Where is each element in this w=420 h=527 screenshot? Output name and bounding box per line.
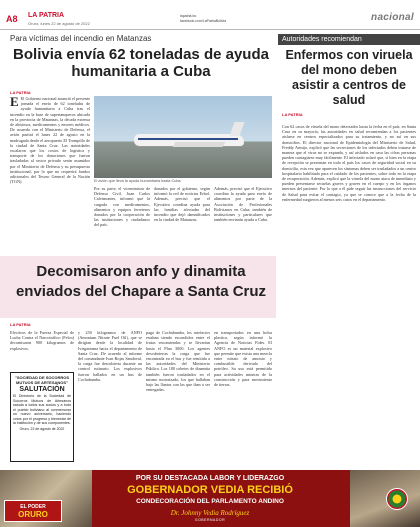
issue-date: Oruro, lunes 22 de agosto de 2022 bbox=[28, 21, 90, 26]
ad-signature: Dr. Johnny Vedia Rodríguez bbox=[170, 509, 250, 517]
ad-signature-role: GOBERNADOR bbox=[194, 518, 226, 522]
salutation-notice bbox=[10, 372, 74, 462]
article1-column-1 bbox=[10, 96, 90, 246]
article2-column-3: pago de Cochabamba, los artefactos estaban siendo escondidos entre el frutas encomiendas y se llevarían hasta el Plan 3000. Los agentes descubrieron la carga que fue encontrada en el bus y fue remitida a las autoridades del Ministerio Público. Los 180 cohetes de dinamita también fueron trasladados en el mismo motorizado, los que hallaban bajo las llantas con las que iban a ser entregadas. bbox=[146, 330, 210, 393]
airplane-tail bbox=[229, 122, 244, 136]
article1-kicker: Para víctimas del incendio en Matanzas bbox=[10, 34, 152, 43]
article2-column-4: en transportados en una bolsa plastica, según informó la Agencia de Noticias Fides. El ANFO es un material explosivo que permite que exista una mezcla entre nitrato de amonio y combustible derivado del petróleo. Su uso está permitido para actividades mineras de la construcción y para movimiento de tierras. bbox=[214, 330, 272, 388]
medal-icon bbox=[386, 488, 408, 510]
notice-title: SALUTACIÓN bbox=[19, 386, 65, 393]
article2-byline: LA PATRIA bbox=[10, 322, 31, 327]
dropcap: E bbox=[10, 96, 19, 109]
contact-facebook[interactable]: facebook.com/LaPatriaBolivia bbox=[180, 19, 227, 23]
sidebar-kicker: Autoridades recomiendan bbox=[278, 34, 420, 45]
sidebar-headline: Enfermos con viruela del mono deben asistir a centros de salud bbox=[285, 48, 413, 107]
logo-line-1: EL PODER bbox=[20, 504, 46, 510]
government-ad-banner[interactable] bbox=[0, 470, 420, 527]
sidebar-body: Con 62 casos de viruela del mono detectados hasta la fecha en el país, en Santa Cruz en su mayoría, las autoridades en salud recomiendan a los pacientes aislarse en centros especializados para su tratamiento, y no así en sus domicilios. El director nacional de Epidemiología del Ministerio de Salud, Freddy Armijo, explicó que las secreciones de los infectados deben tratarse de manera que el virus no se expanda, y así aislados en casa las cifras personas pueden contagiarse muy fácilmente. El infectado aclaró que, si bien en la etapa de recepción se presentan en todo el país los casos de seguridad social en su domicilio, esta vez que aparecen los síntomas deben ser trasladados a un centro hospitalario habilitado para el cuidado de los pacientes, sobre todo en la etapa de recuperación. Además, explicó que la viruela del mono ataca de inmediato y pueden presentarse secuelas graves y graves en el cuerpo y en los órganos internos del paciente. Por lo que a él pide seguir las instrucciones del servicio de Salud para evitar el contagio, ya que se conoce que a la fecha de la enfermedad surgieron al menos seis casos en el departamento. bbox=[282, 124, 416, 202]
article1-col-a-text: El Gobierno nacional anunció el presente jornada el envío de 62 toneladas de ayuda humanitaria a Cuba tras el incendio en la base de supertanqueros ubicada en la provincia de Matanzas, la década extensa de altísimos, medicamentos y enseres médicos. De acuerdo con el Ministerio de Defensa, el avión partirá el lunes 22 de agosto en la madrugada desde el aeropuerto El Trompillo de la ciudad de Santa Cruz. Las autoridades escalaron que los costos de logística y transporte de los donaciones que fueron trasladadas al sector privado serán asumidos por el Ministerio de Defensa y su presupuesto institucional, por lo que no requerirá fondos adicionales del Tesoro General de la Nación (TGN). bbox=[10, 96, 90, 185]
article2-headline: Decomisaron anfo y dinamita enviados del Chapare a Santa Cruz bbox=[15, 263, 267, 300]
article2-column-1: Efectivos de la Fuerza Especial de Lucha Contra el Narcotráfico (Felcn) decomisaron 900 kilogramos de explosivos. bbox=[10, 330, 74, 351]
article1-headline: Bolivia envía 62 toneladas de ayuda humanitaria a Cuba bbox=[13, 46, 269, 80]
page-number: A8 bbox=[6, 14, 18, 24]
airplane-stripe bbox=[138, 138, 238, 140]
notice-organization: "SOCIEDAD DE SOCORROS MUTUOS DE ARTESANOS" bbox=[14, 375, 70, 385]
sidebar-byline: LA PATRIA bbox=[282, 112, 303, 117]
airplane-photo bbox=[94, 96, 272, 178]
article1-byline: LA PATRIA bbox=[10, 90, 31, 95]
airplane-wing bbox=[173, 142, 226, 147]
article1-column-3: donados por el gobierno, según informó la red de noticias Erbol. Además, precisó que el Ejecutivo coordina ayuda para las familias afectadas del incendio que dejó damnificados en la ciudad de Matanzas. bbox=[154, 186, 210, 223]
section-label: nacional bbox=[371, 12, 414, 23]
ad-line-1: POR SU DESTACADA LABOR Y LIDERAZGO bbox=[135, 475, 285, 482]
ad-line-3: CONDECORACIÓN DEL PARLAMENTO ANDINO bbox=[136, 498, 284, 505]
contact-website[interactable]: lapatria.bo bbox=[180, 14, 197, 18]
notice-signature: Oruro, 22 de agosto de 2022 bbox=[19, 426, 65, 431]
contact-info bbox=[180, 14, 226, 24]
notice-body: El Directorio de la Sociedad de Socorros Mutuos de Artesanos saluda a todos sus socios y a todo el pueblo boliviano al conmemorar un nuevo aniversario, haciendo votos por el progreso y bienestar de la institución y de sus componentes. bbox=[13, 394, 71, 425]
ad-line-2: GOBERNADOR VEDIA RECIBIÓ bbox=[127, 484, 293, 496]
photo-caption: El avión que lleva la ayuda humanitaria hasta Cuba. bbox=[94, 179, 182, 183]
article2-column-2: y 250 kilogramos de ANFO (Amonium Nitrate Fuel Oil), que se dirigían desde la localidad de Ivirgarzama hacia el departamento de Santa Cruz. De acuerdo al informe del comandante Ivan Rojas Sandoval, la carga fue descubierta durante un control rutinario. Los explosivos fueron hallados en un bus de Cochabamba. bbox=[78, 330, 142, 382]
el-poder-oruro-logo bbox=[4, 500, 62, 522]
page-header bbox=[0, 0, 420, 30]
ad-photo-right bbox=[350, 470, 420, 527]
article1-column-4: Además, precisó que el Ejecutivo coordina la ayuda para envío de alimentos por parte de la Asociación de Profesionales Bolivianos en Cuba; también de instituciones y particulares que también enviarán ayuda a Cuba. bbox=[214, 186, 272, 223]
logo-line-2: ORURO bbox=[18, 510, 48, 519]
article1-column-2: Por su parte, el viceministro de Defensa Civil, Juan Carlos Calvimontes, informó que la cargada con medicamentos, alimentos y equipos ferreteros donados por la cooperación de las instituciones y ciudadanos del país. bbox=[94, 186, 150, 228]
newspaper-logo: LA PATRIA bbox=[28, 12, 65, 19]
